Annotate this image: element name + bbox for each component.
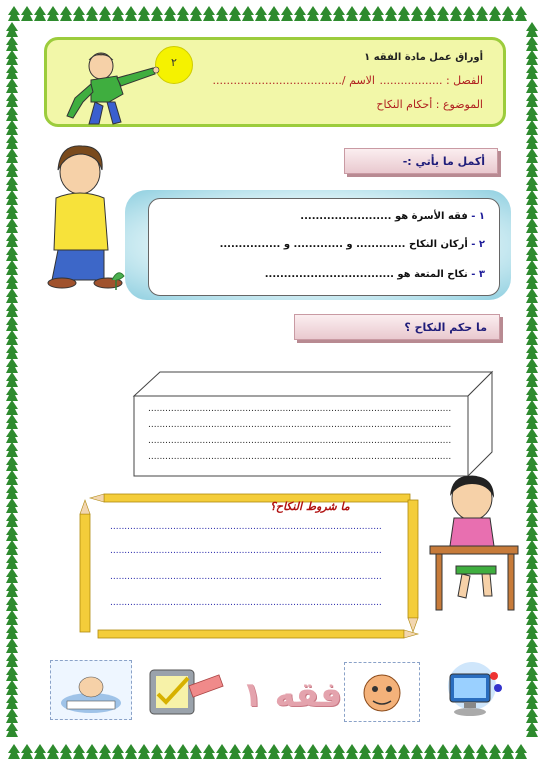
subject-label: الموضوع : أحكام النكاح [376,98,483,111]
tree-ornament [526,652,538,667]
tree-ornament [6,666,18,681]
tree-ornament [6,428,18,443]
badge-number: ٢ [171,56,177,69]
tree-ornament [526,120,538,135]
tree-ornament [526,204,538,219]
answer-line: .......................................................................................................... [148,404,452,414]
tree-ornament [99,744,111,759]
tree-ornament [203,6,215,21]
pointing-boy-illustration [61,46,161,126]
tree-ornament [6,316,18,331]
tree-ornament [125,6,137,21]
tree-ornament [526,274,538,289]
tree-ornament [526,666,538,681]
tree-ornament [151,6,163,21]
tree-ornament [526,526,538,541]
section2-heading: ما حكم النكاح ؟ [294,314,500,340]
answer-line: ............................................................................................... [110,546,382,556]
tree-ornament [6,526,18,541]
tree-ornament [424,744,436,759]
answer-line: .......................................................................................................... [148,436,452,446]
tree-ornament [526,358,538,373]
question-3-number: ٣ - [471,269,485,280]
tree-ornament [6,680,18,695]
tree-ornament [281,744,293,759]
tree-ornament [229,6,241,21]
tree-ornament [6,694,18,709]
tree-ornament [164,6,176,21]
tree-ornament [450,744,462,759]
tree-ornament [255,744,267,759]
cartoon-face-icon [345,663,419,721]
tree-ornament [476,6,488,21]
tree-ornament [6,246,18,261]
tree-ornament [6,274,18,289]
tree-ornament [21,6,33,21]
tree-ornament [190,744,202,759]
tree-ornament [333,744,345,759]
tree-ornament [6,204,18,219]
sleeping-student-thumbnail [50,660,132,720]
thinking-boy-illustration [42,140,132,300]
girl-at-desk-illustration [428,470,522,620]
tree-ornament [6,148,18,163]
tree-ornament [372,6,384,21]
tree-ornament [255,6,267,21]
tree-ornament [502,6,514,21]
tree-ornament [526,680,538,695]
tree-ornament [6,638,18,653]
tree-ornament [151,744,163,759]
tree-ornament [526,484,538,499]
tree-ornament [526,414,538,429]
tree-ornament [526,400,538,415]
tree-ornament [526,568,538,583]
tree-ornament [526,190,538,205]
worksheet-title: أوراق عمل مادة الفقه ١ [364,52,483,63]
tree-ornament [526,134,538,149]
tree-ornament [6,330,18,345]
tree-ornament [6,400,18,415]
tree-ornament [437,744,449,759]
tree-ornament [526,554,538,569]
tree-ornament [526,708,538,723]
tree-ornament [437,6,449,21]
tree-ornament [307,6,319,21]
tree-ornament [6,582,18,597]
tree-ornament [112,744,124,759]
tree-ornament [34,6,46,21]
tree-ornament [86,744,98,759]
tree-ornament [320,744,332,759]
tree-ornament [411,6,423,21]
tree-ornament [6,596,18,611]
tree-ornament [6,484,18,499]
tree-ornament [242,6,254,21]
tree-ornament [6,288,18,303]
tree-ornament [526,302,538,317]
name-field-label: الاسم /..................................... [212,74,375,87]
tree-ornament [125,744,137,759]
tree-ornament [6,134,18,149]
subject-wordmark: فقه ١ [242,675,342,715]
tree-ornament [526,372,538,387]
tree-ornament [6,652,18,667]
tree-ornament [6,372,18,387]
answer-line: .......................................................................................................... [148,452,452,462]
tree-ornament [476,744,488,759]
tree-ornament [307,744,319,759]
tree-ornament [515,744,527,759]
tree-ornament [526,610,538,625]
tree-ornament [6,358,18,373]
tree-ornament [526,78,538,93]
tree-ornament [6,190,18,205]
tree-ornament [526,722,538,737]
tree-ornament [526,148,538,163]
tree-ornament [526,50,538,65]
tree-ornament [424,6,436,21]
question-3-text: نكاح المتعة هو .................................. [264,269,472,280]
tree-ornament [526,330,538,345]
pencil-book-icon [148,664,228,720]
tree-ornament [526,582,538,597]
tree-ornament [6,456,18,471]
tree-ornament [294,744,306,759]
tree-ornament [526,288,538,303]
tree-ornament [502,744,514,759]
tree-ornament [6,64,18,79]
cartoon-thumbnail [344,662,420,722]
tree-ornament [6,120,18,135]
tree-ornament [6,302,18,317]
tree-ornament [526,218,538,233]
tree-ornament [177,6,189,21]
tree-ornament [515,6,527,21]
tree-ornament [47,6,59,21]
tree-ornament [6,414,18,429]
tree-ornament [526,624,538,639]
tree-ornament [6,218,18,233]
tree-ornament [34,744,46,759]
tree-ornament [6,498,18,513]
tree-ornament [112,6,124,21]
tree-ornament [359,744,371,759]
header-panel [44,37,506,127]
question-2-text: أركان النكاح ............. و ............. و ................ [219,239,472,250]
tree-ornament [203,744,215,759]
tree-ornament [398,6,410,21]
tree-ornament [242,744,254,759]
tree-ornament [526,428,538,443]
tree-ornament [6,344,18,359]
question-2-number: ٢ - [471,239,485,250]
tree-ornament [320,6,332,21]
question-1-number: ١ - [471,211,485,222]
tree-ornament [6,92,18,107]
tree-ornament [526,540,538,555]
tree-ornament [346,6,358,21]
tree-ornament [164,744,176,759]
tree-ornament [138,6,150,21]
tree-ornament [86,6,98,21]
tree-ornament [526,232,538,247]
tree-ornament [526,162,538,177]
tree-ornament [6,232,18,247]
tree-ornament [8,6,20,21]
tree-ornament [385,6,397,21]
tree-ornament [526,344,538,359]
tree-ornament [526,470,538,485]
tree-ornament [463,6,475,21]
tree-ornament [138,744,150,759]
tree-ornament [6,610,18,625]
answer-line: ............................................................................................... [110,598,382,608]
section3-heading: ما شروط النكاح؟ [270,500,350,513]
tree-ornament [526,36,538,51]
tree-ornament [99,6,111,21]
tree-ornament [463,744,475,759]
tree-ornament [6,386,18,401]
tree-ornament [526,92,538,107]
tree-ornament [6,50,18,65]
tree-ornament [526,246,538,261]
tree-ornament [6,162,18,177]
section1-questions-box [148,198,500,296]
tree-ornament [398,744,410,759]
tree-ornament [60,6,72,21]
tree-ornament [6,36,18,51]
tree-ornament [6,722,18,737]
tree-ornament [60,744,72,759]
tree-ornament [526,106,538,121]
question-2 [220,239,485,250]
tree-ornament [281,6,293,21]
tree-ornament [6,568,18,583]
tree-ornament [526,22,538,37]
question-3 [265,269,485,280]
tree-ornament [73,744,85,759]
tree-ornament [526,694,538,709]
tree-ornament [73,6,85,21]
tree-ornament [489,6,501,21]
tree-ornament [6,708,18,723]
tree-ornament [526,456,538,471]
tree-ornament [372,744,384,759]
tree-ornament [526,260,538,275]
question-1 [300,211,485,222]
tree-ornament [216,744,228,759]
tree-ornament [190,6,202,21]
tree-ornament [359,6,371,21]
tree-ornament [346,744,358,759]
tree-ornament [8,744,20,759]
tree-ornament [411,744,423,759]
tree-ornament [526,386,538,401]
tree-ornament [526,638,538,653]
class-field-label: الفصل : .................. [379,74,483,87]
answer-line: ............................................................................................... [110,572,382,582]
computer-icon [436,656,506,722]
tree-ornament [294,6,306,21]
answer-line: .......................................................................................................... [148,420,452,430]
pencil-frame [76,490,422,640]
tree-ornament [6,260,18,275]
tree-ornament [216,6,228,21]
tree-ornament [526,498,538,513]
tree-ornament [526,512,538,527]
tree-ornament [6,554,18,569]
tree-ornament [6,78,18,93]
tree-ornament [526,442,538,457]
tree-ornament [526,316,538,331]
tree-ornament [21,744,33,759]
tree-ornament [526,176,538,191]
tree-ornament [6,470,18,485]
tree-ornament [526,596,538,611]
tree-ornament [47,744,59,759]
tree-ornament [6,22,18,37]
tree-ornament [526,64,538,79]
tree-ornament [229,744,241,759]
tree-ornament [489,744,501,759]
tree-ornament [385,744,397,759]
tree-ornament [6,624,18,639]
tree-ornament [6,106,18,121]
tree-ornament [6,512,18,527]
tree-ornament [6,176,18,191]
tree-ornament [268,6,280,21]
tree-ornament [333,6,345,21]
tree-ornament [6,540,18,555]
section1-heading: أكمل ما يأتي :- [344,148,498,174]
question-1-text: فقه الأسرة هو ........................ [300,211,472,222]
tree-ornament [268,744,280,759]
tree-ornament [6,442,18,457]
tree-ornament [177,744,189,759]
tree-ornament [450,6,462,21]
sleeping-student-icon [51,661,131,719]
answer-line: ............................................................................................... [110,522,382,532]
